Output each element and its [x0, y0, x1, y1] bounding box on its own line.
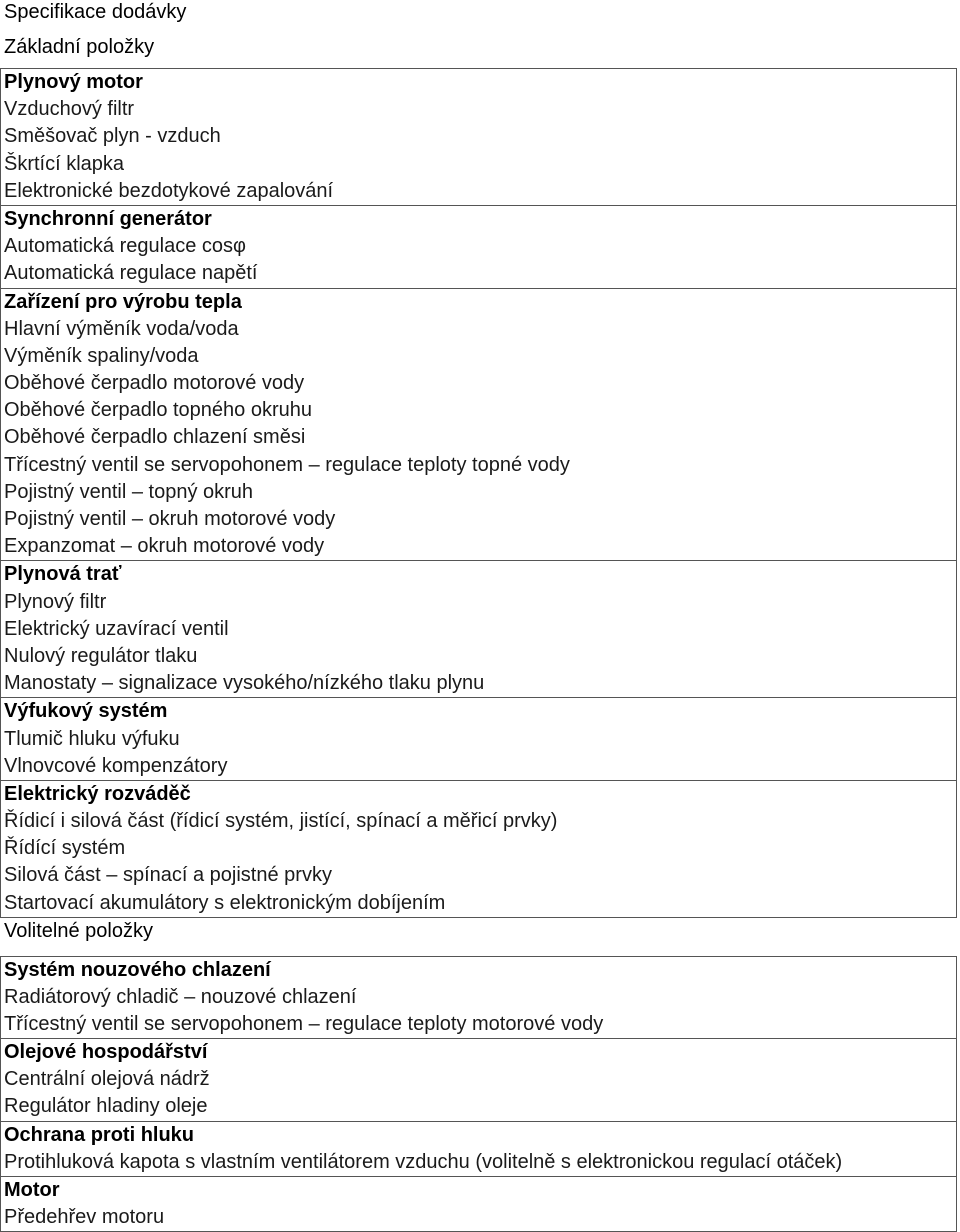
group-item: Radiátorový chladič – nouzové chlazení [4, 986, 357, 1009]
group-synchronni-generator [1, 205, 956, 288]
basic-items-table [0, 68, 957, 918]
group-title: Výfukový systém [4, 700, 168, 723]
group-item: Pojistný ventil – topný okruh [4, 480, 254, 503]
group-item: Nulový regulátor tlaku [4, 644, 198, 667]
group-title: Systém nouzového chlazení [4, 959, 271, 981]
document-title: Specifikace dodávky [4, 1, 187, 23]
group-item: Vlnovcové kompenzátory [4, 754, 228, 777]
group-zarizeni-pro-vyrobu-tepla [1, 288, 956, 561]
group-item: Expanzomat – okruh motorové vody [4, 535, 325, 558]
group-title: Plynová trať [4, 563, 122, 586]
group-title: Elektrický rozváděč [4, 782, 191, 805]
group-title: Ochrana proti hluku [4, 1123, 195, 1146]
group-item: Pojistný ventil – okruh motorové vody [4, 508, 336, 530]
group-item: Hlavní výměník voda/voda [4, 317, 239, 340]
group-item: Plynový filtr [4, 590, 107, 613]
group-item: Škrtící klapka [4, 152, 125, 175]
group-title: Zařízení pro výrobu tepla [4, 290, 242, 313]
group-plynova-trat [1, 560, 956, 697]
group-title: Olejové hospodářství [4, 1041, 208, 1064]
group-item: Vzduchový filtr [4, 98, 135, 121]
group-elektricky-rozvadec [1, 780, 956, 917]
group-item: Směšovač plyn - vzduch [4, 125, 221, 148]
group-item: Elektrický uzavírací ventil [4, 617, 229, 640]
optional-items-table [0, 956, 957, 1232]
group-item: Řídicí i silová část (řídicí systém, jistící, spínací a měřicí prvky) [4, 810, 558, 833]
optional-items-heading: Volitelné položky [4, 920, 153, 942]
group-item: Tlumič hluku výfuku [4, 727, 180, 750]
group-item: Oběhové čerpadlo topného okruhu [4, 399, 313, 422]
group-plynovy-motor [1, 69, 956, 205]
group-title: Plynový motor [4, 71, 143, 93]
group-item: Centrální olejová nádrž [4, 1068, 210, 1091]
group-item: Regulátor hladiny oleje [4, 1095, 208, 1118]
group-item: Manostaty – signalizace vysokého/nízkého tlaku plynu [4, 672, 485, 695]
group-system-nouzoveho-chlazeni [1, 957, 956, 1038]
group-motor [1, 1176, 956, 1231]
group-item: Elektronické bezdotykové zapalování [4, 179, 334, 202]
group-item: Řídící systém [4, 837, 126, 860]
group-item: Oběhové čerpadlo motorové vody [4, 372, 305, 395]
group-item: Třícestný ventil se servopohonem – regulace teploty topné vody [4, 453, 570, 476]
group-item: Startovací akumulátory s elektronickým dobíjením [4, 891, 446, 914]
group-title: Motor [4, 1178, 60, 1201]
group-ochrana-proti-hluku [1, 1121, 956, 1176]
group-item: Silová část – spínací a pojistné prvky [4, 864, 332, 887]
group-vyfukovy-system [1, 697, 956, 780]
group-item: Předehřev motoru [4, 1205, 165, 1228]
group-item: Automatická regulace cosφ [4, 235, 246, 258]
group-olejove-hospodarstvi [1, 1038, 956, 1120]
group-item: Výměník spaliny/voda [4, 344, 199, 367]
group-item: Protihluková kapota s vlastním ventilátorem vzduchu (volitelně s elektronickou regulací otáček) [4, 1150, 843, 1173]
group-title: Synchronní generátor [4, 207, 212, 230]
group-item: Automatická regulace napětí [4, 262, 258, 285]
basic-items-heading: Základní položky [4, 36, 155, 58]
group-item: Třícestný ventil se servopohonem – regulace teploty motorové vody [4, 1013, 604, 1036]
group-item: Oběhové čerpadlo chlazení směsi [4, 426, 306, 449]
